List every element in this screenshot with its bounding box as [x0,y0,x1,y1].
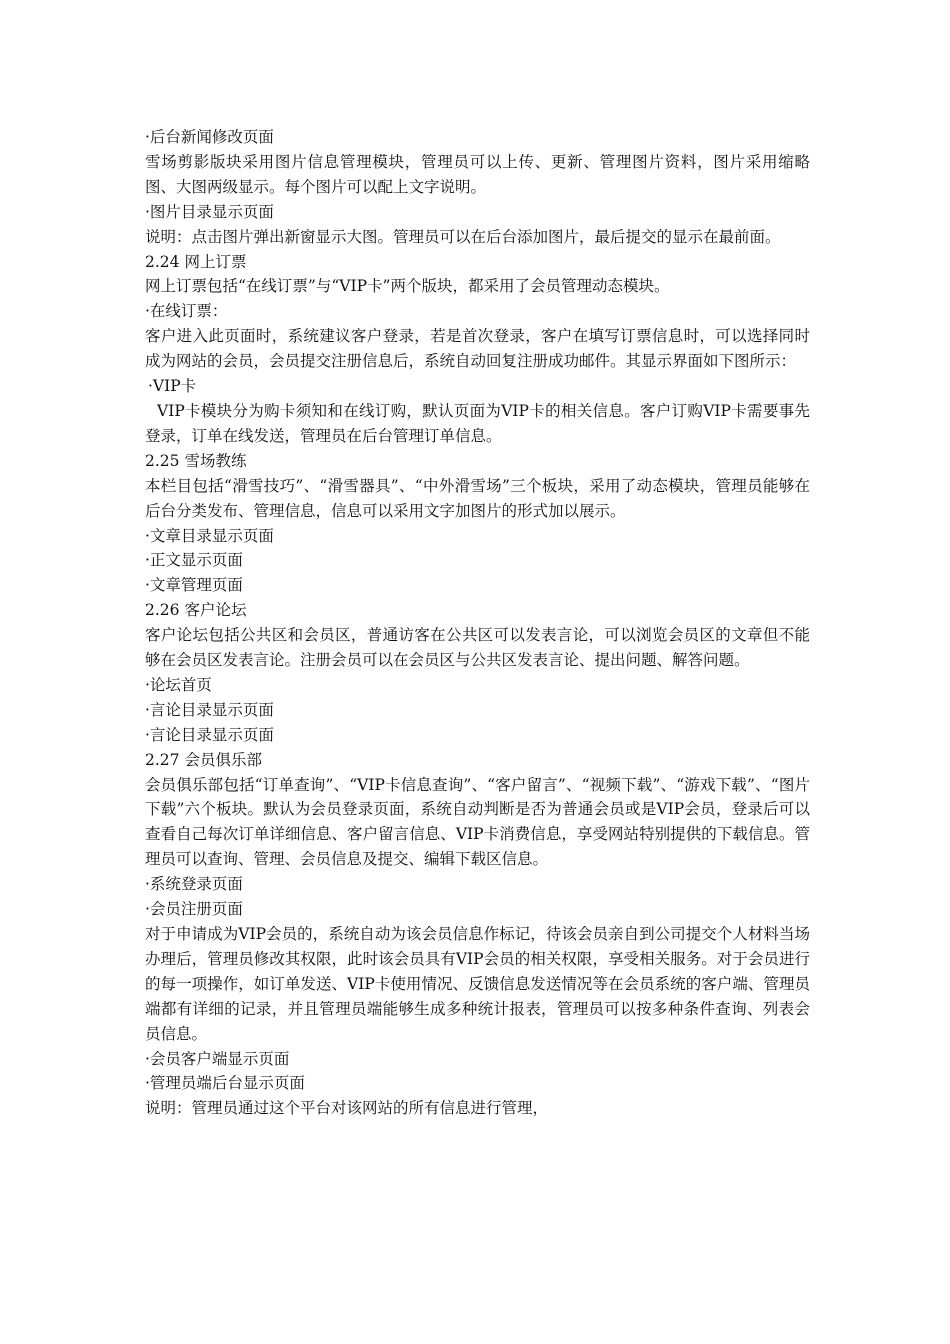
paragraph-customer-forum: 客户论坛包括公共区和会员区，普通访客在公共区可以发表言论，可以浏览会员区的文章但不能够在会员区发表言论。注册会员可以在会员区与公共区发表言论、提出问题、解答问题。 [145,626,810,670]
document-page [145,125,810,1121]
paragraph-online-ticketing: 网上订票包括“在线订票”与“VIP卡”两个版块，都采用了会员管理动态模块。 [145,277,670,296]
bullet-admin-backend-page: ·管理员端后台显示页面 [145,1074,305,1093]
section-heading-2-25: 2.25 雪场教练 [145,451,247,470]
bullet-member-client-page: ·会员客户端显示页面 [145,1049,290,1068]
bullet-image-list-page: ·图片目录显示页面 [145,202,274,221]
paragraph-ski-coach: 本栏目包括“滑雪技巧”、“滑雪器具”、“中外滑雪场”三个板块，采用了动态模块，管理员能够在后台分类发布、管理信息，信息可以采用文字加图片的形式加以展示。 [145,476,810,520]
bullet-login-page: ·系统登录页面 [145,875,243,894]
section-heading-2-26: 2.26 客户论坛 [145,601,247,620]
bullet-article-list-page: ·文章目录显示页面 [145,526,274,545]
paragraph-member-club: 会员俱乐部包括“订单查询”、“VIP卡信息查询”、“客户留言”、“视频下载”、“游戏下载”、“图片下载”六个板块。默认为会员登录页面，系统自动判断是否为普通会员或是VIP会员，登录后可以查看自己每次订单详细信息、客户留言信息、VIP卡消费信息，享受网站特别提供的下载信息。管理员可以查询、管理、会员信息及提交、编辑下载区信息。 [145,775,810,869]
paragraph-vip-application: 对于申请成为VIP会员的，系统自动为该会员信息作标记，待该会员亲自到公司提交个人材料当场办理后，管理员修改其权限，此时该会员具有VIP会员的相关权限，享受相关服务。对于会员进行的每一项操作，如订单发送、VIP卡使用情况、反馈信息发送情况等在会员系统的客户端、管理员端都有详细的记录，并且管理员端能够生成多种统计报表，管理员可以按多种条件查询、列表会员信息。 [145,925,810,1043]
bullet-post-list-page-1: ·言论目录显示页面 [145,700,274,719]
bullet-post-list-page-2: ·言论目录显示页面 [145,725,274,744]
bullet-forum-home: ·论坛首页 [145,675,212,694]
bullet-register-page: ·会员注册页面 [145,900,243,919]
paragraph-image-note: 说明：点击图片弹出新窗显示大图。管理员可以在后台添加图片，最后提交的显示在最前面。 [145,227,781,246]
section-heading-2-24: 2.24 网上订票 [145,252,247,271]
bullet-vip-card: ·VIP卡 [148,377,197,396]
bullet-article-admin-page: ·文章管理页面 [145,576,243,595]
paragraph-vip-card: VIP卡模块分为购卡须知和在线订购，默认页面为VIP卡的相关信息。客户订购VIP卡需要事先登录，订单在线发送，管理员在后台管理订单信息。 [145,401,810,445]
bullet-article-body-page: ·正文显示页面 [145,551,243,570]
bullet-news-edit-page: ·后台新闻修改页面 [145,128,274,146]
paragraph-booking-flow: 客户进入此页面时，系统建议客户登录，若是首次登录，客户在填写订票信息时，可以选择同时成为网站的会员，会员提交注册信息后，系统自动回复注册成功邮件。其显示界面如下图所示： [145,327,810,371]
section-heading-2-27: 2.27 会员俱乐部 [145,750,262,769]
paragraph-admin-note: 说明：管理员通过这个平台对该网站的所有信息进行管理， [145,1099,549,1118]
paragraph-snow-gallery: 雪场剪影版块采用图片信息管理模块，管理员可以上传、更新、管理图片资料，图片采用缩略图、大图两级显示。每个图片可以配上文字说明。 [145,152,810,196]
bullet-online-booking: ·在线订票： [145,302,228,321]
